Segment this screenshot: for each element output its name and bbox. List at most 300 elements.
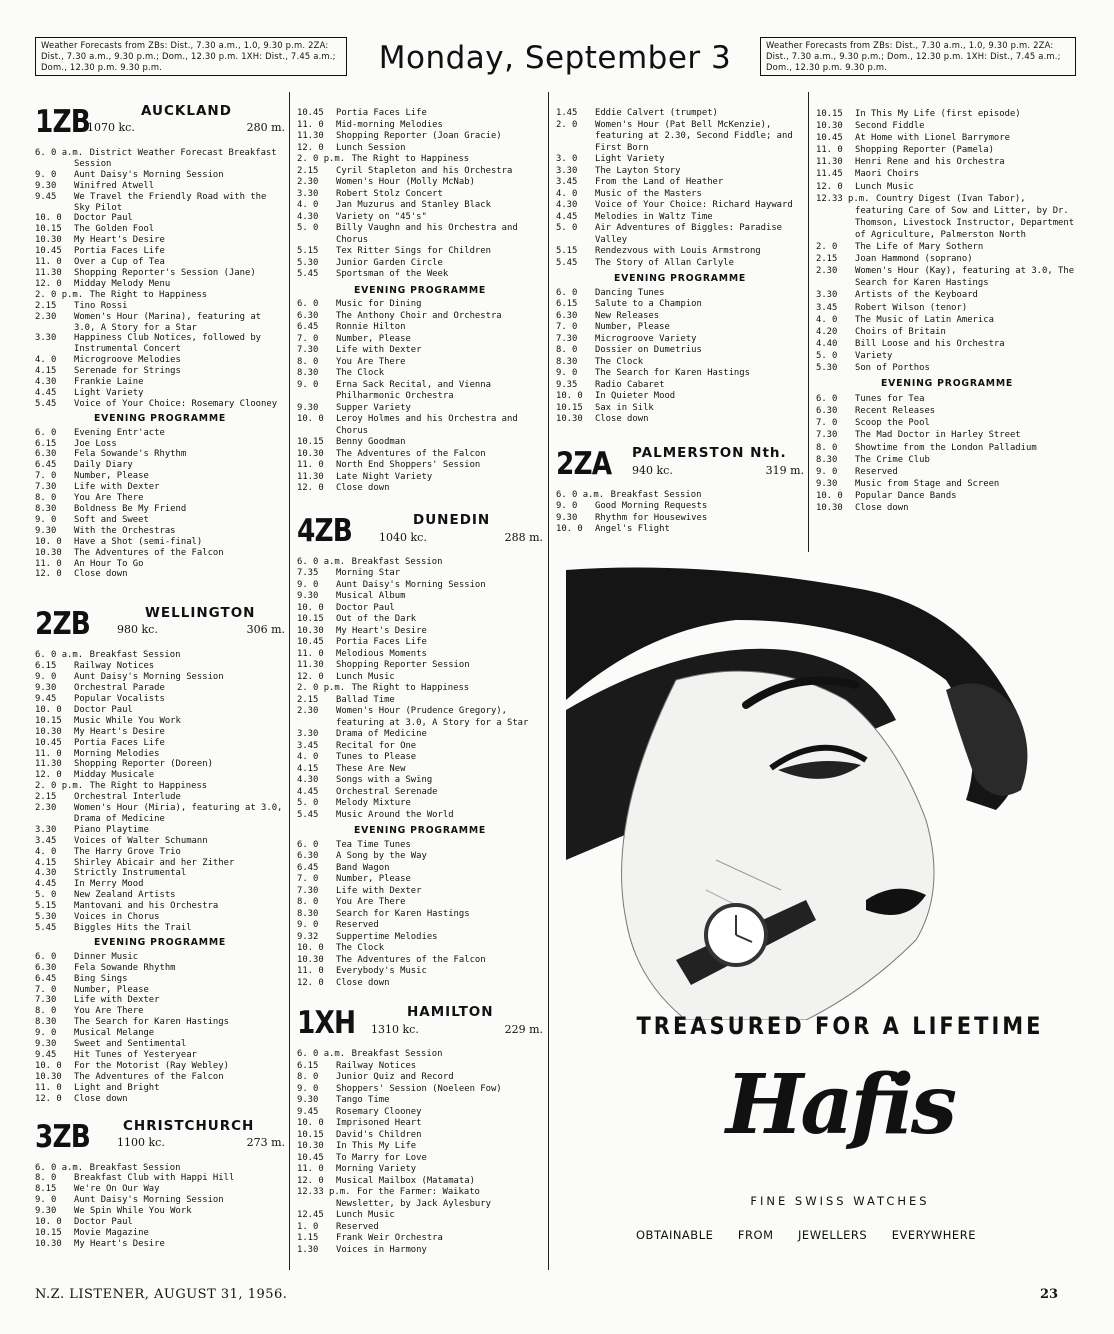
program-entry xyxy=(556,380,804,392)
program-entry xyxy=(556,391,804,403)
program-title: The Harry Grove Trio xyxy=(74,846,181,857)
program-time: 10.15 xyxy=(556,402,583,413)
program-entry xyxy=(297,557,543,569)
program-time: 9.45 xyxy=(297,1106,319,1117)
program-time: 10.15 xyxy=(816,109,843,119)
evening-programme-heading: EVENING PROGRAMME xyxy=(353,284,487,296)
program-time: 9.30 xyxy=(35,525,57,536)
program-entry xyxy=(816,241,1078,253)
program-title: Ronnie Hilton xyxy=(336,322,406,332)
program-title: Junior Garden Circle xyxy=(336,257,443,268)
program-time: 4.30 xyxy=(556,200,578,210)
program-time: 10.30 xyxy=(297,954,324,965)
program-time: 2.30 xyxy=(816,266,838,277)
program-time: 10.30 xyxy=(816,503,843,513)
program-time: 5.15 xyxy=(35,901,57,912)
program-entry xyxy=(556,501,804,513)
program-title: Aunt Daisy's Morning Session xyxy=(74,169,224,180)
program-title: Rendezvous with Louis Armstrong xyxy=(595,246,761,256)
station-wavelength: 306 m. xyxy=(246,623,285,637)
program-entry xyxy=(35,716,285,727)
station-wavelength: 319 m. xyxy=(765,463,804,477)
program-title: Doctor Paul xyxy=(74,1217,133,1228)
ad-subtitle: FINE SWISS WATCHES xyxy=(750,1194,930,1208)
program-title: Midday Melody Menu xyxy=(74,278,171,289)
program-title: Rosemary Clooney xyxy=(336,1106,422,1117)
program-entry xyxy=(556,299,804,311)
evening-schedule-list xyxy=(556,288,804,426)
program-title: We're On Our Way xyxy=(74,1184,160,1195)
program-title: Tino Rossi xyxy=(74,300,128,311)
program-time: 7.30 xyxy=(35,482,57,493)
program-time: 8.30 xyxy=(35,504,57,514)
program-entry xyxy=(35,1017,285,1028)
program-time: 5. 0 xyxy=(816,350,838,361)
program-title: Billy Vaughn and his Orchestra and Chorus xyxy=(336,223,518,245)
program-time: 2.30 xyxy=(297,177,319,187)
program-entry xyxy=(35,1239,285,1250)
program-time: 12. 0 xyxy=(297,671,324,682)
program-title: You Are There xyxy=(336,356,406,367)
program-time: 12. 0 xyxy=(35,569,62,580)
program-title: Reserved xyxy=(336,1221,379,1232)
program-time: 7.30 xyxy=(297,885,319,896)
program-entry xyxy=(816,417,1078,429)
program-time: 6. 0 xyxy=(35,427,57,438)
program-entry xyxy=(816,454,1078,466)
program-title: With the Orchestras xyxy=(74,525,176,536)
program-time: 6.45 xyxy=(297,322,319,332)
program-entry xyxy=(297,660,543,672)
program-entry xyxy=(35,879,285,890)
program-time: 9. 0 xyxy=(35,1028,57,1039)
program-entry xyxy=(35,985,285,996)
program-title: Microgroove Variety xyxy=(595,333,697,344)
program-time: 10. 0 xyxy=(556,524,583,534)
station-city: WELLINGTON xyxy=(145,605,256,622)
program-entry xyxy=(297,1118,543,1130)
program-title: The Right to Happiness xyxy=(89,289,208,300)
program-entry xyxy=(816,108,1078,120)
program-time: 4. 0 xyxy=(556,188,578,199)
station-header-1zb xyxy=(35,103,285,142)
program-entry xyxy=(816,168,1078,180)
station-header-2za xyxy=(556,444,804,484)
program-title: Robert Wilson (tenor) xyxy=(855,302,968,313)
program-time: 1. 0 xyxy=(297,1221,319,1232)
program-entry xyxy=(297,322,543,334)
program-title: Evening Entr'acte xyxy=(74,427,165,438)
program-time: 5. 0 xyxy=(35,890,57,901)
program-title: Erna Sack Recital, and Vienna Philharmonic Orchestra xyxy=(336,379,491,401)
program-time: 9.30 xyxy=(556,512,578,523)
program-title: Songs with a Swing xyxy=(336,775,433,785)
program-entry xyxy=(816,478,1078,490)
program-entry xyxy=(297,120,543,132)
program-time: 5. 0 xyxy=(297,798,319,808)
program-time: 4. 0 xyxy=(297,752,319,762)
program-title: Music for Dining xyxy=(336,299,422,309)
program-title: Joe Loss xyxy=(74,438,117,449)
program-title: Robert Stolz Concert xyxy=(336,188,443,199)
program-title: Everybody's Music xyxy=(336,966,427,976)
program-time: 10.30 xyxy=(297,625,324,636)
ad-availability-word: FROM xyxy=(737,1228,774,1242)
program-time: 10. 0 xyxy=(35,1060,62,1071)
program-title: Breakfast Session xyxy=(610,489,702,500)
program-title: Boldness Be My Friend xyxy=(74,504,187,514)
program-title: You Are There xyxy=(74,1006,144,1017)
program-title: Cyril Stapleton and his Orchestra xyxy=(336,165,513,176)
program-entry xyxy=(297,966,543,978)
schedule-list xyxy=(35,1163,285,1250)
program-title: Railway Notices xyxy=(336,1060,417,1071)
program-title: In This My Life xyxy=(336,1141,417,1151)
program-entry xyxy=(297,752,543,764)
program-time: 2.15 xyxy=(35,300,57,311)
program-title: Popular Vocalists xyxy=(74,693,165,704)
program-time: 7. 0 xyxy=(35,984,57,995)
program-title: Breakfast Session xyxy=(351,556,443,567)
program-entry xyxy=(556,524,804,536)
program-entry xyxy=(35,1039,285,1050)
program-entry xyxy=(35,1083,285,1094)
program-title: To Marry for Love xyxy=(336,1152,427,1163)
program-time: 4.45 xyxy=(35,879,57,890)
program-entry xyxy=(297,603,543,615)
program-title: Benny Goodman xyxy=(336,437,406,447)
program-time: 10. 0 xyxy=(297,1118,324,1128)
station-frequency: 980 kc. xyxy=(117,623,158,637)
program-time: 10.30 xyxy=(35,1071,62,1082)
program-title: Recent Releases xyxy=(855,406,936,417)
program-title: Number, Please xyxy=(595,322,670,332)
program-time: 10.30 xyxy=(35,547,62,558)
ad-slogan: TREASURED FOR A LIFETIME xyxy=(636,1012,1044,1040)
evening-schedule-list xyxy=(816,393,1078,514)
program-title: Doctor Paul xyxy=(74,213,133,224)
station-city: DUNEDIN xyxy=(413,511,491,528)
program-time: 6. 0 xyxy=(556,287,578,298)
program-time: 11.30 xyxy=(35,267,62,278)
program-title: Maori Choirs xyxy=(855,169,920,180)
program-entry xyxy=(297,614,543,626)
program-entry xyxy=(816,393,1078,405)
program-title: Sax in Silk xyxy=(595,402,654,413)
program-entry xyxy=(35,333,285,355)
program-title: Musical Mailbox (Matamata) xyxy=(336,1175,475,1186)
program-time: 2.15 xyxy=(816,254,838,265)
program-time: 11.30 xyxy=(297,131,324,141)
program-entry xyxy=(297,775,543,787)
program-time: 4.15 xyxy=(35,366,57,377)
program-entry xyxy=(297,212,543,224)
program-entry xyxy=(35,526,285,537)
program-title: Imprisoned Heart xyxy=(336,1118,422,1128)
program-title: New Zealand Artists xyxy=(74,890,176,901)
program-title: Orchestral Serenade xyxy=(336,786,438,797)
program-title: Tex Ritter Sings for Children xyxy=(336,246,491,256)
program-title: Women's Hour (Prudence Gregory), featuring at 3.0, A Story for a Star xyxy=(336,706,529,728)
program-title: Jan Muzurus and Stanley Black xyxy=(336,200,491,210)
program-time: 11. 0 xyxy=(35,257,62,268)
program-entry xyxy=(35,1061,285,1072)
program-time: 3.30 xyxy=(556,165,578,176)
evening-programme-heading: EVENING PROGRAMME xyxy=(93,412,227,424)
program-title: Drama of Medicine xyxy=(336,729,427,739)
program-time: 2. 0 p.m. xyxy=(35,781,84,792)
program-time: 4.40 xyxy=(816,338,838,349)
program-entry xyxy=(297,1072,543,1084)
program-entry xyxy=(556,288,804,300)
program-time: 4. 0 xyxy=(816,314,838,325)
program-time: 8.30 xyxy=(816,454,838,465)
program-entry xyxy=(297,166,543,178)
station-frequency: 1310 kc. xyxy=(371,1023,419,1036)
program-time: 4.45 xyxy=(35,387,57,398)
program-time: 7.35 xyxy=(297,568,319,578)
program-entry xyxy=(297,154,543,166)
program-title: Ballad Time xyxy=(336,694,395,705)
program-entry xyxy=(35,1184,285,1195)
program-title: Aunt Daisy's Morning Session xyxy=(336,579,486,590)
program-title: Light Variety xyxy=(74,387,144,398)
program-time: 10. 0 xyxy=(35,213,62,224)
program-entry xyxy=(556,246,804,258)
program-title: From the Land of Heather xyxy=(595,177,724,187)
ad-availability-word: OBTAINABLE xyxy=(636,1228,714,1242)
program-entry xyxy=(297,741,543,753)
program-entry xyxy=(297,764,543,776)
program-title: Shopping Reporter's Session (Jane) xyxy=(74,267,256,278)
program-time: 2. 0 xyxy=(556,119,578,130)
program-title: Joan Hammond (soprano) xyxy=(855,254,973,265)
program-time: 9.32 xyxy=(297,931,319,942)
program-title: Railway Notices xyxy=(74,661,155,672)
program-entry xyxy=(35,952,285,963)
program-time: 5.45 xyxy=(297,809,319,820)
program-title: At Home with Lionel Barrymore xyxy=(855,133,1010,144)
program-title: Good Morning Requests xyxy=(595,501,708,511)
station-header-2zb xyxy=(35,605,285,644)
program-time: 6.30 xyxy=(35,962,57,973)
program-title: The Right to Happiness xyxy=(89,781,208,792)
program-title: Orchestral Interlude xyxy=(74,792,181,803)
schedule-list-continued xyxy=(297,108,543,281)
program-entry xyxy=(297,143,543,155)
program-time: 6. 0 a.m. xyxy=(35,650,84,661)
program-title: Voice of Your Choice: Richard Hayward xyxy=(595,200,793,210)
program-time: 12.45 xyxy=(297,1210,324,1220)
program-time: 9.30 xyxy=(297,1095,319,1105)
program-time: 11. 0 xyxy=(816,145,843,156)
program-time: 2. 0 p.m. xyxy=(297,154,346,164)
brand-logo: Hafis xyxy=(725,1057,955,1153)
program-time: 9.30 xyxy=(816,478,838,489)
program-time: 9.45 xyxy=(35,693,57,704)
program-time: 8.30 xyxy=(556,356,578,367)
program-time: 10. 0 xyxy=(35,1217,62,1228)
program-entry xyxy=(297,626,543,638)
program-entry xyxy=(35,1028,285,1039)
program-title: Musical Melange xyxy=(74,1028,155,1039)
program-entry xyxy=(35,170,285,181)
schedule-list xyxy=(35,148,285,410)
program-title: Number, Please xyxy=(336,333,411,344)
program-title: For the Motorist (Ray Webley) xyxy=(74,1060,229,1071)
station-callsign: 3ZB xyxy=(35,1118,90,1155)
program-title: Portia Faces Life xyxy=(336,108,427,118)
program-entry xyxy=(816,362,1078,374)
program-title: Music Around the World xyxy=(336,809,454,820)
program-time: 6. 0 a.m. xyxy=(297,556,346,567)
evening-schedule-list xyxy=(297,840,543,990)
watch-advertisement xyxy=(566,560,1114,1260)
evening-programme-heading: EVENING PROGRAMME xyxy=(880,378,1014,390)
program-time: 7. 0 xyxy=(297,333,319,344)
program-time: 7.30 xyxy=(816,430,838,441)
program-entry xyxy=(556,403,804,415)
program-title: Women's Hour (Pat Bell McKenzie), featuring at 2.30, Second Fiddle; and First Born xyxy=(595,119,793,153)
program-time: 4.45 xyxy=(556,211,578,222)
program-time: 3.45 xyxy=(816,302,838,313)
program-title: Over a Cup of Tea xyxy=(74,257,165,268)
program-entry xyxy=(816,144,1078,156)
program-time: 11. 0 xyxy=(35,748,62,759)
program-entry xyxy=(816,289,1078,301)
program-title: Shopping Reporter (Doreen) xyxy=(74,759,213,770)
program-title: The Crime Club xyxy=(855,454,930,465)
program-entry xyxy=(35,559,285,570)
program-time: 9.45 xyxy=(35,1049,57,1060)
program-time: 10. 0 xyxy=(816,490,843,501)
program-time: 3.30 xyxy=(35,824,57,835)
station-wavelength: 229 m. xyxy=(504,1023,543,1036)
schedule-list-continued xyxy=(816,108,1078,374)
program-time: 12. 0 xyxy=(297,977,324,988)
program-title: We Spin While You Work xyxy=(74,1206,192,1217)
program-entry xyxy=(35,537,285,548)
program-title: Frank Weir Orchestra xyxy=(336,1233,443,1243)
program-title: District Weather Forecast Breakfast Session xyxy=(74,148,277,169)
program-entry xyxy=(297,449,543,461)
program-title: My Heart's Desire xyxy=(74,235,165,246)
program-title: Tunes for Tea xyxy=(855,394,925,405)
program-entry xyxy=(816,120,1078,132)
program-time: 6.15 xyxy=(35,438,57,449)
program-title: The Right to Happiness xyxy=(351,154,470,164)
program-entry xyxy=(556,311,804,323)
program-time: 11. 0 xyxy=(297,648,324,659)
program-time: 3.30 xyxy=(297,729,319,739)
program-time: 6.45 xyxy=(35,460,57,471)
program-title: Shoppers' Session (Noeleen Fow) xyxy=(336,1083,502,1094)
program-title: Dancing Tunes xyxy=(595,287,665,298)
program-entry xyxy=(297,437,543,449)
program-time: 8. 0 xyxy=(35,493,57,504)
station-frequency: 1040 kc. xyxy=(379,530,427,544)
program-title: Midday Musicale xyxy=(74,770,155,781)
program-entry xyxy=(35,1163,285,1174)
program-title: Close down xyxy=(336,977,390,988)
program-title: Sportsman of the Week xyxy=(336,269,449,279)
program-entry xyxy=(297,299,543,311)
program-time: 8. 0 xyxy=(35,1006,57,1017)
program-time: 6. 0 xyxy=(816,394,838,405)
program-entry xyxy=(297,414,543,437)
program-entry xyxy=(556,357,804,369)
program-title: Portia Faces Life xyxy=(74,737,165,748)
program-time: 9. 0 xyxy=(297,579,319,590)
program-time: 6.15 xyxy=(556,299,578,309)
program-time: 4. 0 xyxy=(35,355,57,366)
program-entry xyxy=(297,269,543,281)
program-time: 10.15 xyxy=(297,437,324,447)
program-entry xyxy=(35,290,285,301)
program-entry xyxy=(297,258,543,270)
program-time: 6. 0 a.m. xyxy=(35,148,84,158)
program-title: The Clock xyxy=(336,943,385,953)
program-title: My Heart's Desire xyxy=(74,726,165,737)
program-entry xyxy=(35,836,285,847)
program-entry xyxy=(35,213,285,224)
program-entry xyxy=(297,920,543,932)
program-time: 10. 0 xyxy=(35,536,62,547)
program-title: Close down xyxy=(74,569,128,580)
program-title: The Music of Latin America xyxy=(855,314,994,325)
program-entry xyxy=(35,847,285,858)
program-time: 5.30 xyxy=(297,257,319,268)
program-time: 8. 0 xyxy=(297,1072,319,1082)
program-entry xyxy=(35,257,285,268)
program-title: Close down xyxy=(855,503,909,513)
program-entry xyxy=(556,166,804,178)
program-title: Morning Variety xyxy=(336,1164,417,1174)
program-title: You Are There xyxy=(74,493,144,504)
program-time: 4.30 xyxy=(35,377,57,388)
program-title: Hit Tunes of Yesteryear xyxy=(74,1049,197,1060)
program-time: 11. 0 xyxy=(35,558,62,569)
program-title: Lunch Session xyxy=(336,142,406,153)
program-time: 6. 0 xyxy=(297,839,319,850)
page-number: 23 xyxy=(1040,1287,1059,1302)
page-date-heading: Monday, September 3 xyxy=(378,40,732,76)
program-entry xyxy=(556,120,804,155)
program-entry xyxy=(297,1061,543,1073)
program-time: 11.30 xyxy=(297,471,324,482)
program-title: A Song by the Way xyxy=(336,851,427,861)
program-entry xyxy=(297,897,543,909)
program-time: 10.30 xyxy=(35,235,62,246)
program-time: 10.15 xyxy=(35,1227,62,1238)
program-time: 6.45 xyxy=(35,973,57,984)
program-entry xyxy=(35,235,285,246)
program-title: Suppertime Melodies xyxy=(336,931,438,942)
program-title: Piano Playtime xyxy=(74,824,149,835)
program-title: Women's Hour (Kay), featuring at 3.0, The Search for Karen Hastings xyxy=(855,266,1075,289)
program-entry xyxy=(35,301,285,312)
program-time: 12. 0 xyxy=(816,181,843,192)
program-entry xyxy=(556,490,804,502)
program-title: Henri Rene and his Orchestra xyxy=(855,157,1005,168)
program-title: Close down xyxy=(595,414,649,424)
column-3 xyxy=(556,108,804,536)
program-entry xyxy=(816,253,1078,265)
program-time: 8. 0 xyxy=(35,1173,57,1184)
program-entry xyxy=(35,449,285,460)
program-title: Women's Hour (Molly McNab) xyxy=(336,177,475,187)
program-entry xyxy=(816,314,1078,326)
